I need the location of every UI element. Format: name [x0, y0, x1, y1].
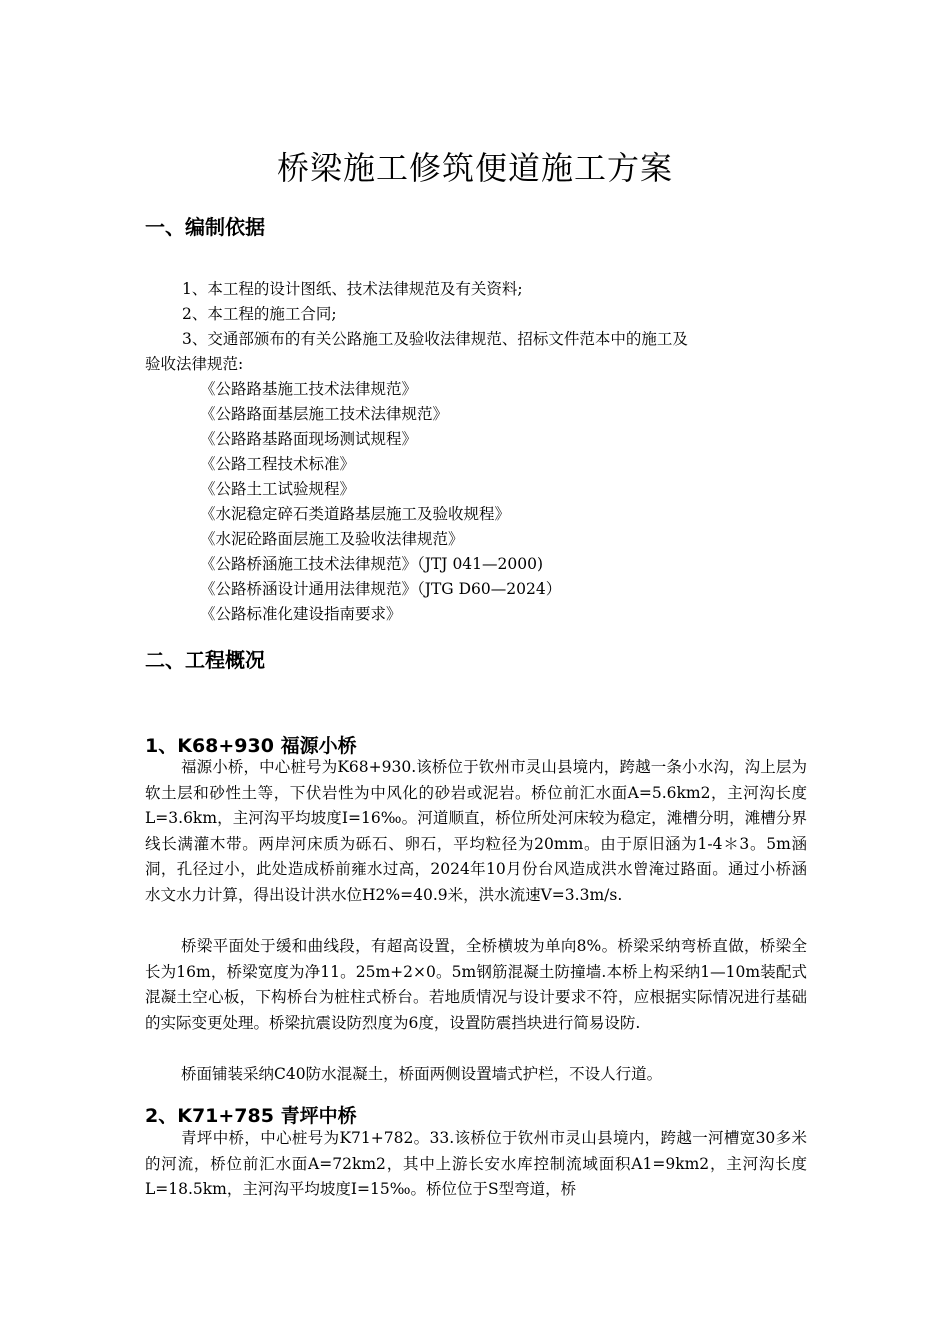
bridge-paragraph: 桥面铺装采纳C40防水混凝土，桥面两侧设置墙式护栏，不设人行道。	[181, 1065, 663, 1083]
standard-item: 《公路路面基层施工技术法律规范》	[200, 405, 449, 423]
basis-item: 1、本工程的设计图纸、技术法律规范及有关资料;	[182, 280, 523, 298]
standard-item: 《水泥砼路面层施工及验收法律规范》	[200, 530, 464, 548]
standard-item: 《公路路基施工技术法律规范》	[200, 380, 418, 398]
standard-item: 《公路标准化建设指南要求》	[200, 605, 402, 623]
bridge-heading-fuyuan: 1、K68+930 福源小桥	[145, 735, 357, 757]
section-heading-overview: 二、工程概况	[145, 648, 265, 672]
section-heading-basis: 一、编制依据	[145, 215, 265, 239]
standard-item: 《公路桥涵设计通用法律规范》（JTG D60—2024）	[200, 580, 562, 598]
bridge-paragraph: 青坪中桥，中心桩号为K71+782。33.该桥位于钦州市灵山县境内，跨越一河槽宽30多米的河流，桥位前汇水面A=72km2，其中上游长安水库控制流域面积A1=9km2，主河沟长度L=18.5km，主河沟平均坡度I=15‰。桥位位于S型弯道，桥	[145, 1129, 807, 1198]
standard-item: 《水泥稳定碎石类道路基层施工及验收规程》	[200, 505, 511, 523]
standard-item: 《公路土工试验规程》	[200, 480, 356, 498]
standard-item: 《公路路基路面现场测试规程》	[200, 430, 418, 448]
bridge-paragraph: 桥梁平面处于缓和曲线段，有超高设置，全桥横坡为单向8%。桥梁采纳弯桥直做，桥梁全长为16m，桥梁宽度为净11。25m+2×0。5m钢筋混凝土防撞墙.本桥上构采纳1—10m装配式混凝土空心板，下构桥台为桩柱式桥台。若地质情况与设计要求不符，应根据实际情况进行基础的实际变更处理。桥梁抗震设防烈度为6度，设置防震挡块进行简易设防.	[145, 937, 807, 1032]
basis-item: 2、本工程的施工合同;	[182, 305, 337, 323]
standard-item: 《公路工程技术标准》	[200, 455, 356, 473]
standard-item: 《公路桥涵施工技术法律规范》（JTJ 041—2000)	[200, 555, 544, 573]
bridge-heading-qingping: 2、K71+785 青坪中桥	[145, 1105, 357, 1127]
document-title: 桥梁施工修筑便道施工方案	[276, 149, 673, 187]
bridge-paragraph: 福源小桥，中心桩号为K68+930.该桥位于钦州市灵山县境内，跨越一条小水沟，沟上层为软土层和砂性土等，下伏岩性为中风化的砂岩或泥岩。桥位前汇水面A=5.6km2，主河沟长度L=3.6km，主河沟平均坡度I=16‰。河道顺直，桥位所处河床较为稳定，滩槽分明，滩槽分界线长满灌木带。两岸河床质为砾石、卵石，平均粒径为20mm。由于原旧涵为1-4＊3。5m涵洞，孔径过小，此处造成桥前雍水过高，2024年10月份台风造成洪水曾淹过路面。通过小桥涵水文水力计算，得出设计洪水位H2%=40.9米，洪水流速V=3.3m/s.	[145, 758, 807, 904]
basis-item: 3、交通部颁布的有关公路施工及验收法律规范、招标文件范本中的施工及	[182, 330, 688, 348]
basis-item: 验收法律规范:	[145, 355, 244, 373]
